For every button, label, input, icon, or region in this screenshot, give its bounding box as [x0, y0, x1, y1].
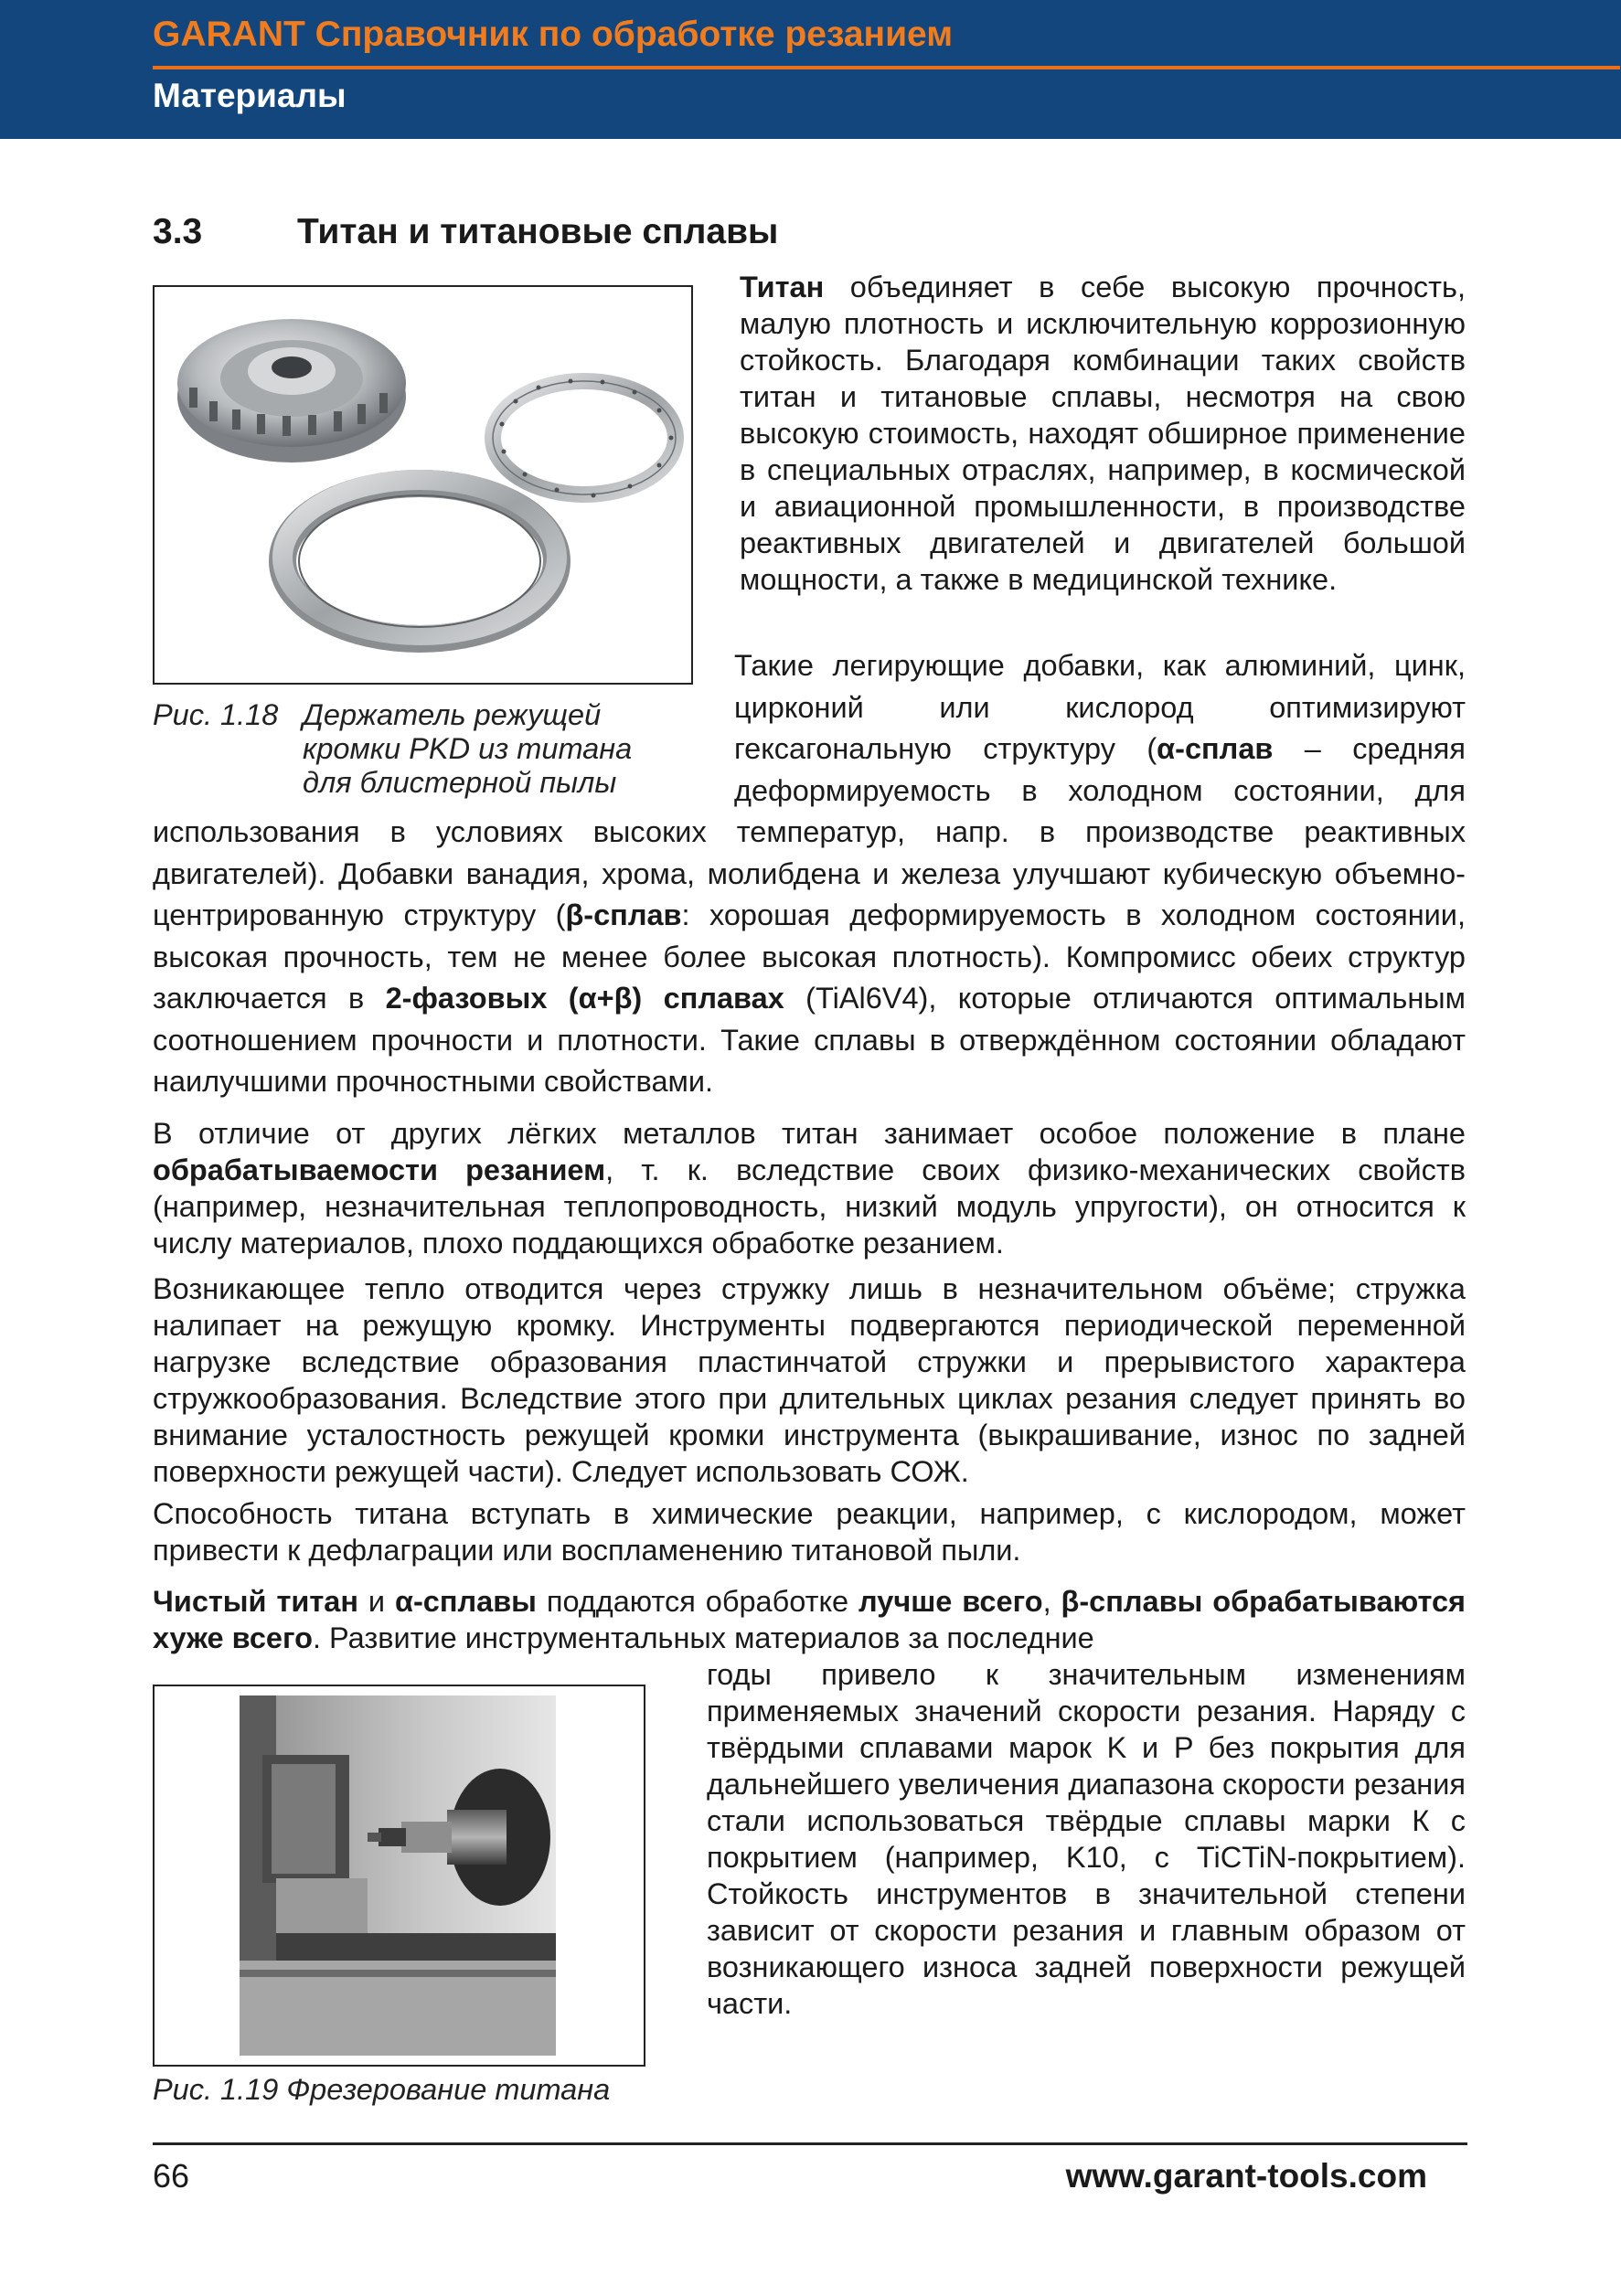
term-best: лучше всего — [858, 1585, 1043, 1618]
website-link[interactable]: www.garant-tools.com — [1065, 2157, 1427, 2195]
footer-divider — [153, 2142, 1467, 2145]
page-number: 66 — [153, 2157, 190, 2195]
page-header — [0, 0, 1621, 139]
figure-1-19-caption: Рис. 1.19 Фрезерование титана — [153, 2073, 611, 2106]
paragraph-tools-lead: Чистый титан и α-сплавы поддаются обработке лучше всего, β-сплавы обрабатываются хуже всего. Развитие инструментальных материалов за последние — [153, 1585, 1466, 1654]
figure-1-18 — [153, 285, 693, 685]
section-number: 3.3 — [153, 212, 203, 251]
term-machinability: обрабатываемости резанием — [153, 1153, 606, 1186]
header-title: GARANT Справочник по обработке резанием — [153, 15, 954, 54]
section-title: Титан и титановые сплавы — [297, 212, 779, 251]
term-alpha-alloys: α-сплавы — [394, 1585, 537, 1618]
titanium-parts-illustration — [155, 287, 691, 683]
term-pure-titan: Чистый титан — [153, 1585, 358, 1618]
term-titan: Титан — [740, 271, 825, 303]
figure-1-18-caption-text: Держатель режущей кромки PKD из титана для блистерной пылы — [303, 698, 633, 799]
term-beta-worst: β-сплавы обрабатываются хуже всего — [153, 1585, 1466, 1654]
header-subtitle: Материалы — [153, 77, 347, 114]
figure-1-19 — [153, 1685, 645, 2067]
header-divider — [153, 66, 1620, 69]
term-alpha-alloy: α-сплав — [1157, 732, 1274, 765]
paragraph-machinability: В отличие от других лёгких металлов титан занимает особое положение в плане обрабатываемости резанием, т. к. вследствие своих физико-механических свойств (например, незначительная теплопроводность, низкий модуль упругости), он относится к числу материалов, плохо поддающихся обработке резанием. — [153, 1117, 1466, 1260]
titanium-milling-photo — [155, 1686, 644, 2065]
paragraph-tools-continued: годы привело к значительным изменениям применяемых значений скорости резания. Наряду с твёрдыми сплавами марок K и P без покрытия для дальнейшего увеличения диапазона скорости резания стали использоваться твёрдые сплавы марки К с покрытием (например, K10, с TiCTiN-покрытием). Стойкость инструментов в значительной степени зависит от скорости резания и главным образом от возникающего износа задней поверхности режущей части. — [707, 1658, 1466, 2020]
paragraph-intro: Титан объединяет в себе высокую прочность, малую плотность и исключительную коррозионную стойкость. Благодаря комбинации таких свойств титан и титановые сплавы, несмотря на свою высокую стоимость, находят обширное применение в специальных отраслях, например, в космической и авиационной промышленности, в производстве реактивных двигателей и двигателей большой мощности, а также в медицинской технике. — [740, 271, 1466, 596]
figure-1-18-caption-number: Рис. 1.18 — [153, 698, 279, 731]
term-beta-alloy: β-сплав — [565, 898, 682, 931]
paragraph-heat: Возникающее тепло отводится через стружку лишь в незначительном объёме; стружка налипает на режущую кромку. Инструменты подвергаются периодической переменной нагрузке вследствие образования пластинчатой стружки и прерывистого характера стружкообразования. Вследствие этого при длительных циклах резания следует принять во внимание усталостность режущей кромки инструмента (выкрашивание, износ по задней поверхности режущей части). Следует использовать СОЖ. — [153, 1272, 1466, 1488]
paragraph-alloys: Такие легирующие добавки, как алюминий, цинк, цирконий или кислород оптимизируют гексагональную структуру (α-сплав – средняя деформируемость в холодном состоянии, для использования в условиях высоких температур, напр. в производстве реактивных двигателей). Добавки ванадия, хрома, молибдена и железа улучшают кубическую объемно-центрированную структуру (β-сплав: хорошая деформируемость в холодном состоянии, высокая прочность, тем не менее более высокая плотность). Компромисс обеих структур заключается в 2-фазовых (α+β) сплавах (TiAl6V4), которые отличаются оптимальным соотношением прочности и плотности. Такие сплавы в отверждённом состоянии обладают наилучшими прочностными свойствами. — [153, 649, 1466, 1098]
paragraph-reactivity: Способность титана вступать в химические реакции, например, с кислородом, может привести к дефлаграции или воспламенению титановой пыли. — [153, 1497, 1466, 1567]
term-two-phase-alloy: 2-фазовых (α+β) сплавах — [385, 982, 784, 1015]
